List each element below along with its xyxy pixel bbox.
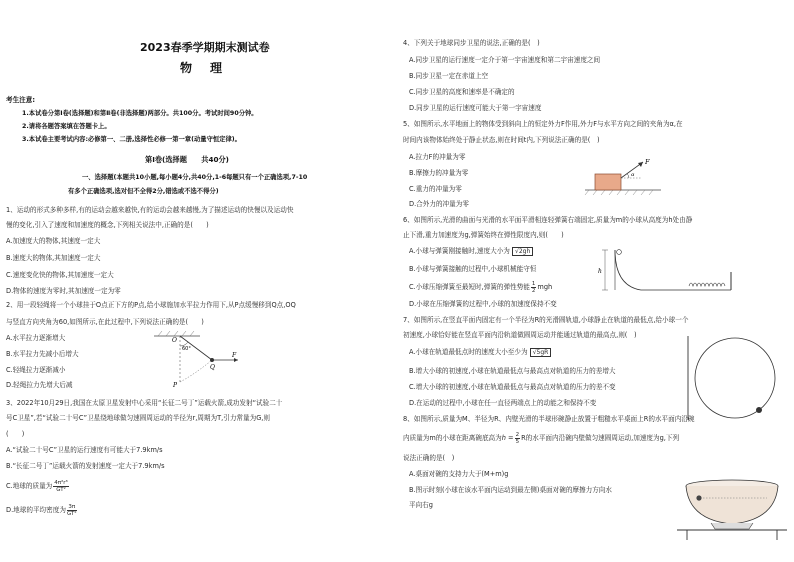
ceiling-hatch [158, 331, 194, 336]
q8-option: A.桌面对碗的支持力大于(M+m)g [409, 470, 509, 478]
q5-option: D.合外力的冲量为零 [409, 200, 469, 208]
force-arrow-head [638, 162, 643, 167]
ground-hatch [585, 190, 653, 195]
spring-coil [689, 283, 725, 286]
q3-option [6, 478, 70, 494]
q8-stem [403, 430, 679, 446]
note-item: 3.本试卷主要考试内容:必修第一、二册,选择性必修一第一章(动量守恒定律)。 [22, 136, 241, 143]
q1-option: A.加速度大的物体,其速度一定大 [6, 237, 101, 245]
note-item: 1.本试卷分第Ⅰ卷(选择题)和第Ⅱ卷(非选择题)两部分。共100分。考试时间90分钟。 [22, 110, 258, 117]
exam-title: 2023春季学期期末测试卷 [140, 41, 270, 54]
label-h: h [598, 268, 602, 275]
path-arc [180, 360, 212, 382]
q2-pendulum-figure [150, 330, 250, 390]
q7-option: C.增大小球的初速度,小球在轨道最低点与最高点对轨道的压力的差不变 [409, 383, 616, 391]
q6-optc-label: C.小球压缩弹簧至最短时,弹簧的弹性势能 [409, 283, 530, 291]
q6-stem: 6、如图所示,光滑的曲面与光滑的水平面平滑相连轻弹簧右端固定,质量为m的小球从高度为h处由静 [403, 216, 693, 224]
q5-stem: 5、如图所示,水平地面上的物体受到斜向上的恒定外力F作用,外力F与水平方向之间的夹角为α,在 [403, 120, 683, 128]
q2-stem: 2、用一段轻绳将一个小球挂于O点正下方的P点,给小球施加水平拉力作用下,从P点缓慢移到Q点,OQ [6, 301, 296, 309]
label-f: F [645, 158, 650, 166]
q1-option: C.速度变化快的物体,其加速度一定大 [6, 271, 114, 279]
q6-optc-fraction [531, 281, 537, 294]
q7-opta-label: A.小球在轨道最低点时的速度大小至少为 [409, 348, 528, 356]
q6-optc-suffix: mgh [537, 283, 553, 291]
fraction-numerator: 4π²r³ [54, 479, 68, 486]
q6-stem: 止下滑,重力加速度为g,弹簧始终在弹性限度内,则( ) [403, 231, 564, 239]
q8-stem-pre: 内质量为m的小球在距离碗底高为 [403, 434, 502, 442]
section-instruction: 一、选择题(本题共10小题,每小题4分,共40分,1-6每题只有一个正确选项,7-10 [82, 174, 308, 181]
q3-optc-fraction [53, 480, 68, 493]
label-q: Q [210, 364, 215, 371]
notes-heading: 考生注意: [6, 96, 36, 104]
ball [696, 495, 701, 500]
q5-option: B.摩擦力的冲量为零 [409, 169, 469, 177]
block [595, 174, 621, 190]
section-title: 第Ⅰ卷(选择题 共40分) [145, 155, 229, 164]
ball [617, 250, 622, 255]
q6-option [409, 247, 533, 256]
circular-track [695, 338, 775, 418]
q6-option [409, 279, 552, 295]
q7-circle-track-figure [687, 330, 789, 426]
q8-bowl-figure [677, 474, 787, 540]
q5-option: A.拉力F的冲量为零 [409, 153, 466, 161]
q3-option: A.“试验二十号C”卫星的运行速度有可能大于7.9km/s [6, 446, 163, 454]
q3-optd-label: D.地球的平均密度为 [6, 506, 66, 514]
q7-option [409, 348, 551, 357]
bowl-body [686, 486, 778, 524]
q2-stem: 与竖直方向夹角为60,如图所示,在此过程中,下列说法正确的是( ) [6, 318, 204, 326]
q6-option: B.小球与弹簧接触的过程中,小球机械能守恒 [409, 265, 537, 273]
label-o: O [172, 337, 177, 344]
q7-stem: 初速度,小球恰好能在竖直平面内沿轨道做圆周运动并能通过轨道的最高点,则( ) [403, 331, 637, 339]
q8-stem: 8、如图所示,质量为M、半径为R、内壁光滑的半球形碗静止放置于粗糙水平桌面上R的水平面内沿碗 [403, 415, 695, 423]
q7-option: B.增大小球的初速度,小球在轨道最低点与最高点对轨道的压力的差增大 [409, 367, 616, 375]
q7-stem: 7、如图所示,在竖直平面内固定有一个半径为R的光滑圆轨道,小球静止在轨道的最低点,给小球一个 [403, 316, 689, 324]
q1-option: B.速度大的物体,其加速度一定大 [6, 254, 101, 262]
q3-option: B.“长征二号丁”运载火箭的发射速度一定大于7.9km/s [6, 462, 165, 470]
alpha-arc [627, 174, 629, 179]
note-item: 2.请将各题答案填在答题卡上。 [22, 123, 111, 130]
label-alpha: α [631, 172, 635, 178]
q2-option: B.水平拉力先减小后增大 [6, 350, 79, 358]
q6-opta-label: A.小球与弹簧刚接触时,速度大小为 [409, 247, 510, 255]
q8-h-symbol: h = [501, 434, 514, 442]
q2-option: D.轻绳拉力先增大后减 [6, 381, 73, 389]
q6-ramp-spring-figure [598, 246, 735, 298]
q4-option: D.同步卫星的运行速度可能大于第一宇宙速度 [409, 104, 542, 112]
q2-option: A.水平拉力逐渐增大 [6, 334, 66, 342]
fraction-denominator: 2 [531, 287, 536, 294]
q3-stem: 3、2022年10月29日,我国在太原卫星发射中心采用“长征二号丁”运载火箭,成功发射“试验二十 [6, 399, 283, 407]
q7-opta-expression: √5gR [530, 348, 552, 357]
fraction-denominator: 5 [515, 438, 520, 445]
label-p: P [173, 382, 178, 389]
q4-option: C.同步卫星的高度和速率是不确定的 [409, 88, 515, 96]
q8-option: B.图示时刻(小球在该水平面内运动到最左侧)桌面对碗的摩擦力方向水 [409, 486, 612, 494]
q8-fraction [515, 432, 521, 445]
q4-option: B.同步卫星一定在赤道上空 [409, 72, 489, 80]
q5-block-figure [585, 156, 665, 198]
q1-stem: 慢的变化,引入了速度和加速度的概念,下列相关说法中,正确的是( ) [6, 221, 209, 229]
q8-stem: 说法正确的是( ) [403, 454, 455, 462]
q3-option [6, 502, 78, 518]
fraction-numerator: 3π [68, 503, 76, 510]
q8-stem-post: R的水平面内沿碗内壁做匀速圆周运动,加速度为g,下列 [521, 434, 680, 442]
q3-stem: 号C卫星”,若“试验二十号C”卫星绕地球做匀速圆周运动的半径为r,周期为T,引力常量为G,则 [6, 414, 270, 422]
q1-stem: 1、运动的形式多种多样,有的运动会越来越快,有的运动会越来越慢,为了描述运动的快慢以及运动快 [6, 206, 294, 214]
q3-optc-label: C.地球的质量为 [6, 482, 53, 490]
label-angle: 60° [182, 346, 191, 352]
label-f: F [232, 352, 237, 359]
q4-stem: 4、下列关于地球同步卫星的说法,正确的是( ) [403, 39, 540, 47]
section-instruction: 有多个正确选项,选对但不全得2分,错选或不选不得分) [68, 188, 219, 195]
q3-stem: ( ) [6, 430, 25, 438]
bowl-base [711, 523, 753, 529]
q6-opta-expression: √2gh [512, 247, 533, 256]
subject-title: 物理 [180, 61, 241, 75]
q7-option: D.在运动的过程中,小球在任一直径两端点上的动能之和保持不变 [409, 399, 597, 407]
q2-option: C.轻绳拉力逐渐减小 [6, 366, 66, 374]
q5-option: C.重力的冲量为零 [409, 185, 462, 193]
fraction-numerator: 1 [531, 280, 536, 287]
q8-option: 平向右g [409, 501, 433, 509]
q6-option: D.小球在压缩弹簧的过程中,小球的加速度保持不变 [409, 300, 557, 308]
q4-option: A.同步卫星的运行速度一定介于第一宇宙速度和第二宇宙速度之间 [409, 56, 601, 64]
ball [756, 407, 762, 413]
fraction-denominator: GT² [66, 510, 77, 517]
fraction-denominator: GT² [56, 486, 66, 493]
q3-optd-fraction [67, 504, 77, 517]
fraction-numerator: 2 [515, 431, 520, 438]
q1-option: D.物体的速度为零时,其加速度一定为零 [6, 287, 121, 295]
q5-stem: 时间内该物体始终处于静止状态,则在时间t内,下列说法正确的是( ) [403, 136, 600, 144]
